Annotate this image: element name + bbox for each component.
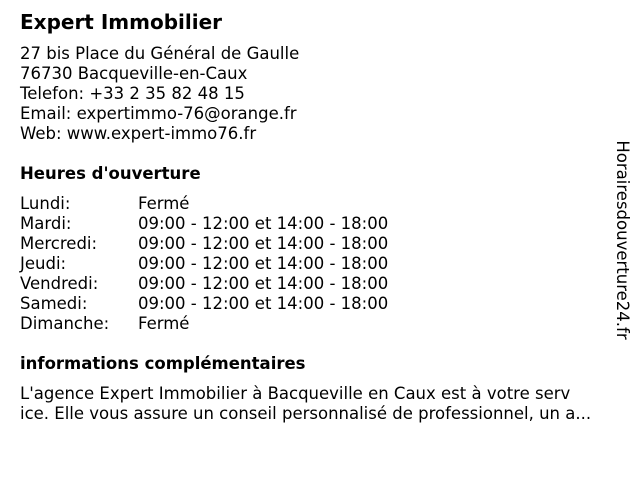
hours-row-monday — [20, 194, 388, 214]
hours-day: Dimanche: — [20, 314, 110, 333]
info-line-1: L'agence Expert Immobilier à Bacqueville en Caux est à votre serv — [20, 384, 571, 403]
opening-hours-table — [20, 194, 388, 334]
phone-text: Telefon: +33 2 35 82 48 15 — [20, 84, 245, 103]
website-text: Web: www.expert-immo76.fr — [20, 124, 257, 143]
hours-time: 09:00 - 12:00 et 14:00 - 18:00 — [138, 234, 389, 253]
address-line-1: 27 bis Place du Général de Gaulle — [20, 44, 300, 63]
info-line-2: ice. Elle vous assure un conseil personnalisé de professionnel, un a... — [20, 404, 592, 423]
info-description — [20, 384, 625, 424]
hours-time: Fermé — [138, 314, 190, 333]
hours-day: Lundi: — [20, 194, 71, 213]
email-text: Email: expertimmo-76@orange.fr — [20, 104, 297, 123]
hours-time: 09:00 - 12:00 et 14:00 - 18:00 — [138, 274, 389, 293]
hours-row-saturday — [20, 294, 388, 314]
hours-day: Mardi: — [20, 214, 72, 233]
hours-day: Vendredi: — [20, 274, 99, 293]
contact-block — [20, 44, 299, 144]
hours-time: 09:00 - 12:00 et 14:00 - 18:00 — [138, 254, 389, 273]
info-heading: informations complémentaires — [20, 354, 306, 373]
hours-time: 09:00 - 12:00 et 14:00 - 18:00 — [138, 214, 389, 233]
hours-row-tuesday — [20, 214, 388, 234]
hours-heading: Heures d'ouverture — [20, 164, 201, 183]
hours-row-friday — [20, 274, 388, 294]
hours-time: 09:00 - 12:00 et 14:00 - 18:00 — [138, 294, 389, 313]
hours-row-thursday — [20, 254, 388, 274]
hours-row-wednesday — [20, 234, 388, 254]
site-watermark: Horairesdouverture24.fr — [613, 140, 632, 340]
hours-day: Samedi: — [20, 294, 88, 313]
hours-time: Fermé — [138, 194, 190, 213]
hours-day: Jeudi: — [20, 254, 67, 273]
hours-row-sunday — [20, 314, 388, 334]
business-name: Expert Immobilier — [20, 10, 223, 34]
hours-day: Mercredi: — [20, 234, 98, 253]
address-line-2: 76730 Bacqueville-en-Caux — [20, 64, 248, 83]
